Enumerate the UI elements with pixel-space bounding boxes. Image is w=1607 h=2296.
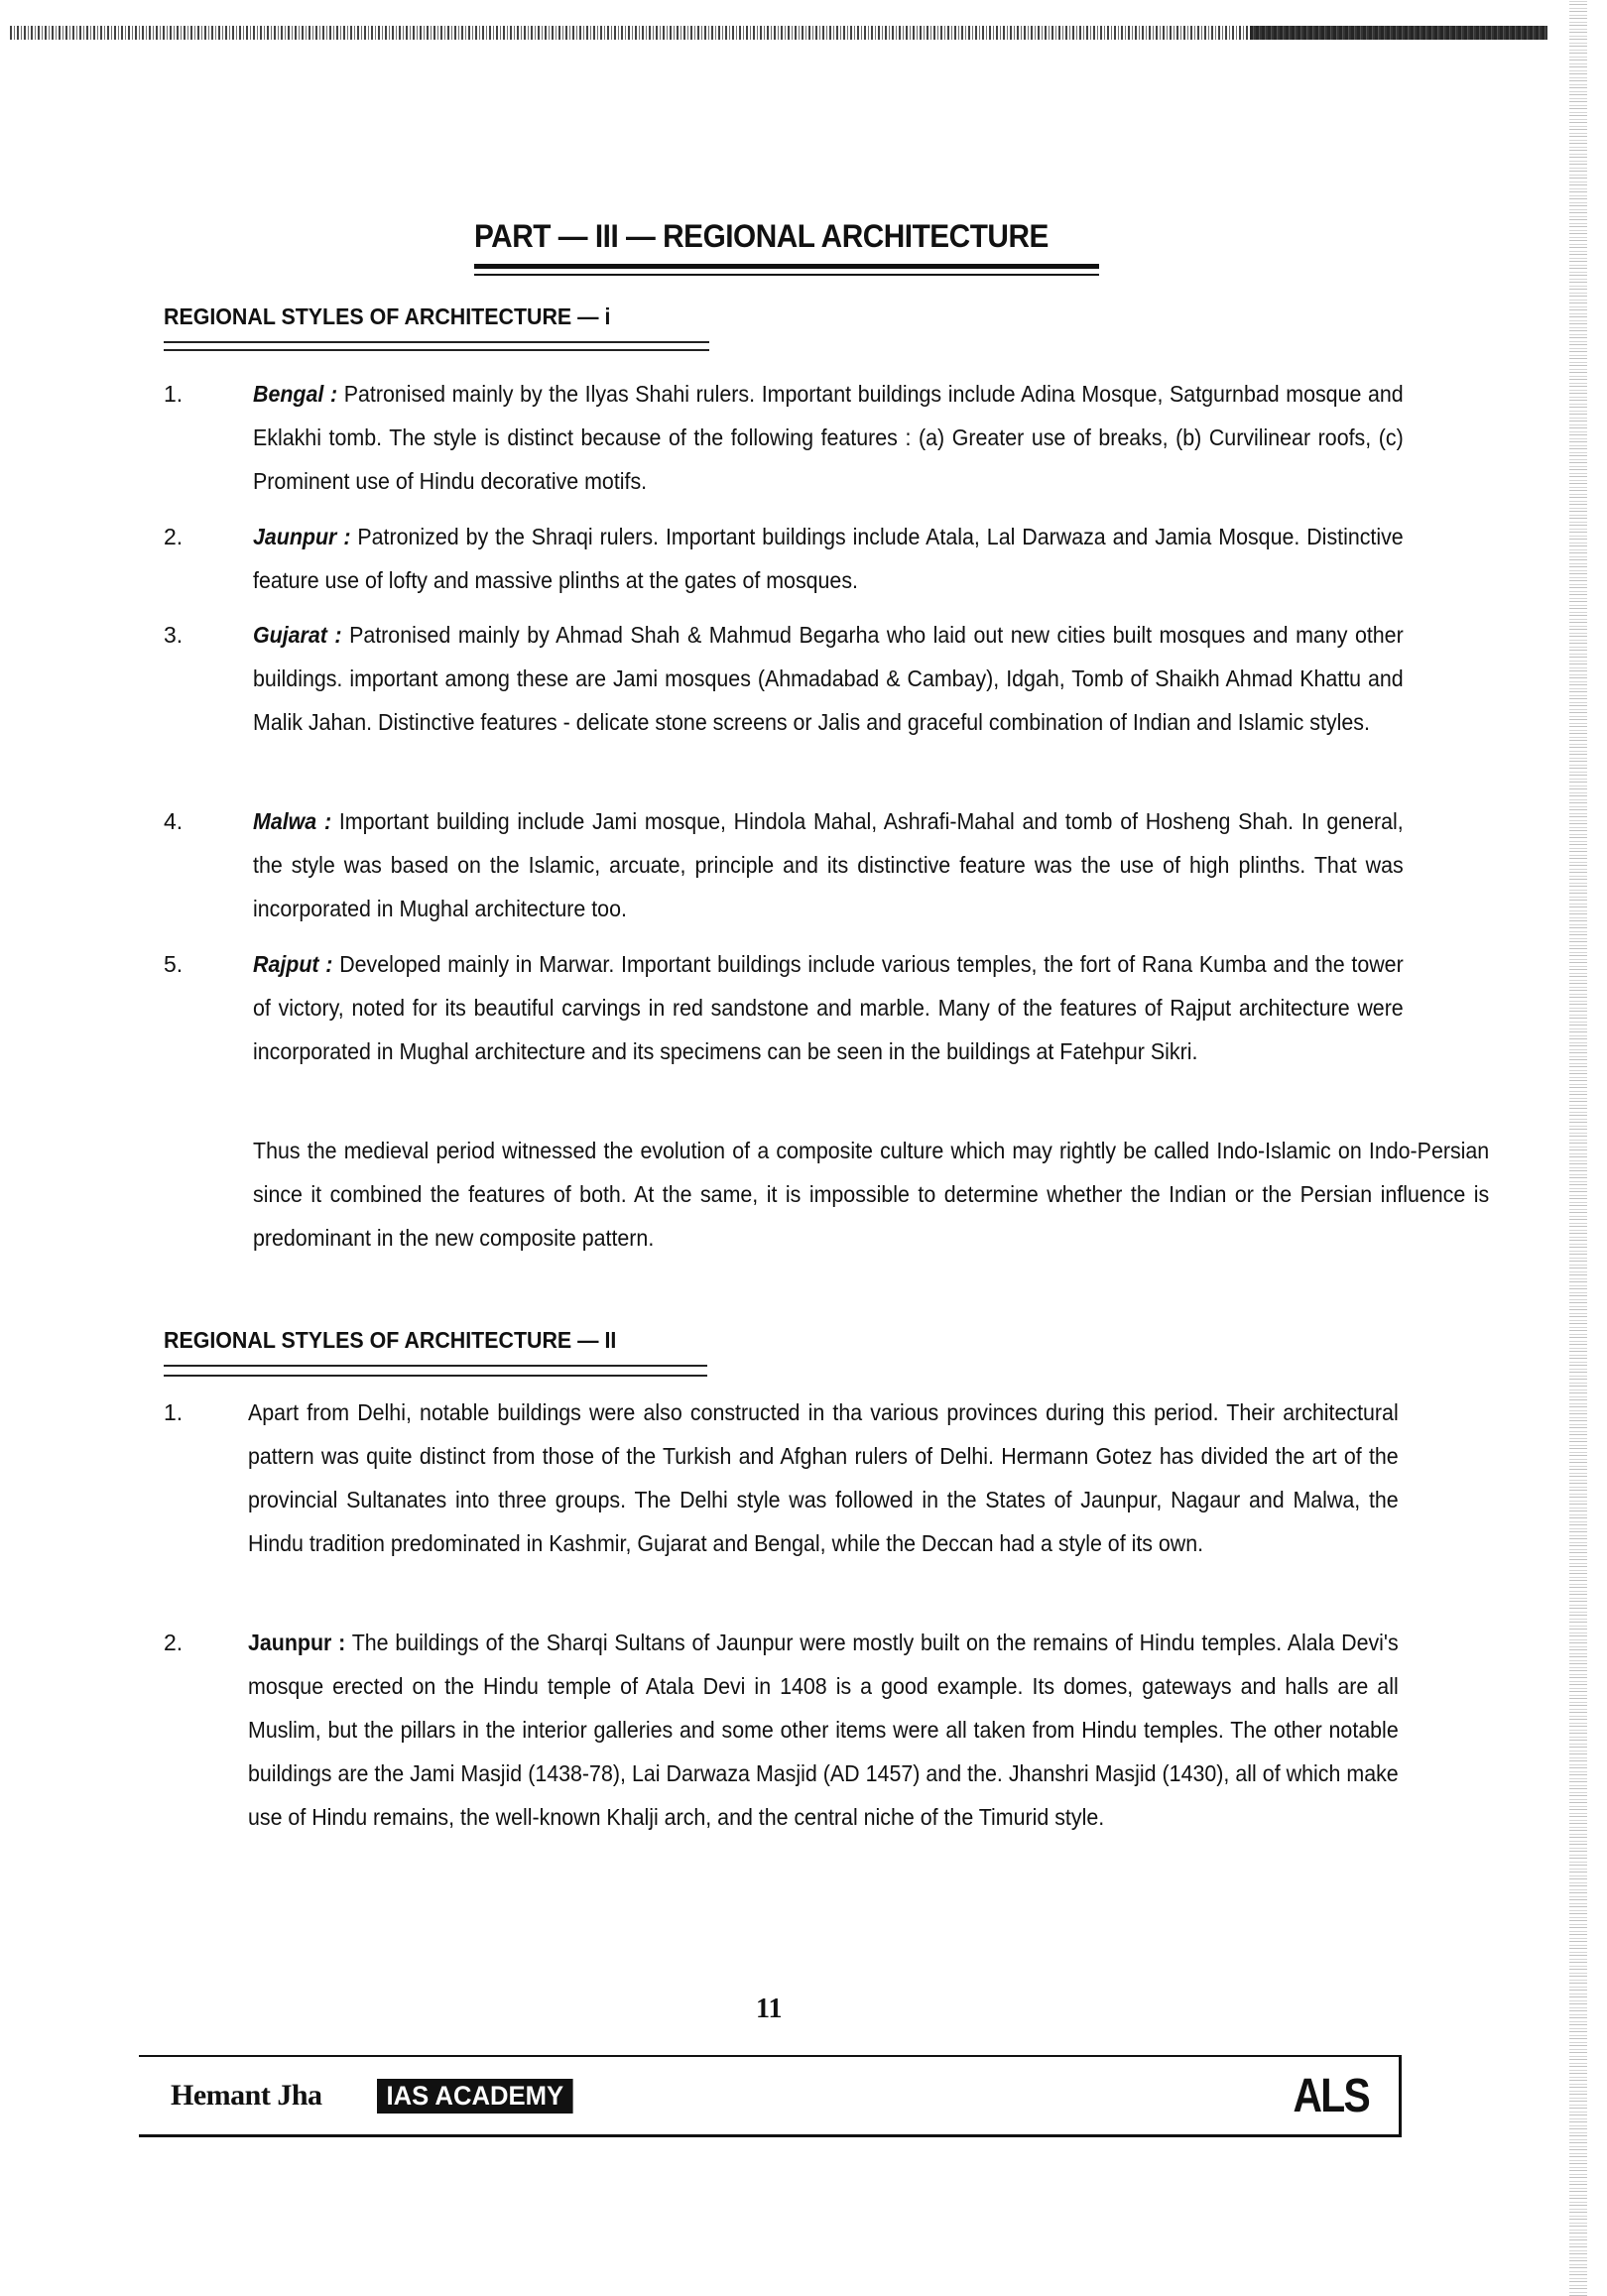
brand-logo: ALS: [1293, 2070, 1369, 2122]
list-number: 4.: [164, 808, 184, 834]
list-number: 3.: [164, 622, 184, 648]
page-number: 11: [756, 1994, 783, 2024]
section-heading-2-underline-2: [164, 1375, 707, 1377]
list-number: 2.: [164, 524, 184, 549]
part-title-underline-thick: [474, 264, 1099, 269]
item-label: Jaunpur :: [248, 1630, 346, 1655]
part-title-underline-thin: [474, 274, 1099, 276]
brand-badge: IAS ACADEMY: [377, 2079, 573, 2114]
item-label: Jaunpur :: [253, 524, 351, 549]
section-heading-1-underline: [164, 341, 709, 343]
item-label: Gujarat :: [253, 622, 342, 648]
scan-artifact-right-strip: [1569, 0, 1587, 2296]
list-number: 1.: [164, 1399, 184, 1425]
brand-name: Hemant Jha: [171, 2079, 322, 2112]
list-number: 5.: [164, 951, 184, 977]
section-heading-2: REGIONAL STYLES OF ARCHITECTURE — II: [164, 1327, 617, 1353]
item-text: Apart from Delhi, notable buildings were also constructed in tha various provinces during this period. Their architectural pattern was quite distinct from those of the Turkish and Afghan rulers of Delhi. Hermann Gotez has divided the art of the provincial Sultanates into three groups. The Delhi style was followed in the States of Jaunpur, Nagaur and Malwa, the Hindu tradition predominated in Kashmir, Gujarat and Bengal, while the Deccan had a style of its own.: [248, 1399, 1399, 1556]
list-number: 2.: [164, 1630, 184, 1655]
item-label: Rajput :: [253, 951, 333, 977]
footer-banner: [139, 2055, 1402, 2137]
section-heading-2-underline: [164, 1365, 707, 1367]
item-text: Patronized by the Shraqi rulers. Important buildings include Atala, Lal Darwaza and Jamia Mosque. Distinctive feature use of lofty and massive plinths at the gates of mosques.: [253, 524, 1404, 593]
item-text: The buildings of the Sharqi Sultans of Jaunpur were mostly built on the remains of Hindu temples. Alala Devi's mosque erected on the Hindu temple of Atala Devi in 1408 is a good example. Its domes, gateways and halls are all Muslim, but the pillars in the interior galleries and some other items were all taken from Hindu temples. The other notable buildings are the Jami Masjid (1438-78), Lai Darwaza Masjid (AD 1457) and the. Jhanshri Masjid (1430), all of which make use of Hindu remains, the well-known Khalji arch, and the central niche of the Timurid style.: [248, 1630, 1399, 1830]
item-label: Bengal :: [253, 381, 338, 407]
item-text: Patronised mainly by the Ilyas Shahi rulers. Important buildings include Adina Mosque, Satgurnbad mosque and Eklakhi tomb. The style is distinct because of the following features : (a) Greater use of breaks, (b) Curvilinear roofs, (c) Prominent use of Hindu decorative motifs.: [253, 381, 1404, 494]
scan-artifact-top-band: [10, 26, 1547, 40]
item-text: Patronised mainly by Ahmad Shah & Mahmud Begarha who laid out new cities built mosques and many other buildings. important among these are Jami mosques (Ahmadabad & Cambay), Idgah, Tomb of Shaikh Ahmad Khattu and Malik Jahan. Distinctive features - delicate stone screens or Jalis and graceful combination of Indian and Islamic styles.: [253, 622, 1404, 735]
part-title: PART — III — REGIONAL ARCHITECTURE: [474, 218, 1049, 254]
closing-paragraph: Thus the medieval period witnessed the evolution of a composite culture which may rightly be called Indo-Islamic on Indo-Persian since it combined the features of both. At the same, it is impossible to determine whether the Indian or the Persian influence is predominant in the new composite pattern.: [253, 1138, 1490, 1251]
item-label: Malwa :: [253, 808, 332, 834]
item-text: Important building include Jami mosque, Hindola Mahal, Ashrafi-Mahal and tomb of Hosheng Shah. In general, the style was based on the Islamic, arcuate, principle and its distinctive feature was the use of high plinths. That was incorporated in Mughal architecture too.: [253, 808, 1404, 921]
section-heading-1: REGIONAL STYLES OF ARCHITECTURE — i: [164, 303, 611, 329]
item-text: Developed mainly in Marwar. Important buildings include various temples, the fort of Rana Kumba and the tower of victory, noted for its beautiful carvings in red sandstone and marble. Many of the features of Rajput architecture were incorporated in Mughal architecture and its specimens can be seen in the buildings at Fatehpur Sikri.: [253, 951, 1404, 1064]
section-heading-1-underline-2: [164, 349, 709, 351]
list-number: 1.: [164, 381, 184, 407]
